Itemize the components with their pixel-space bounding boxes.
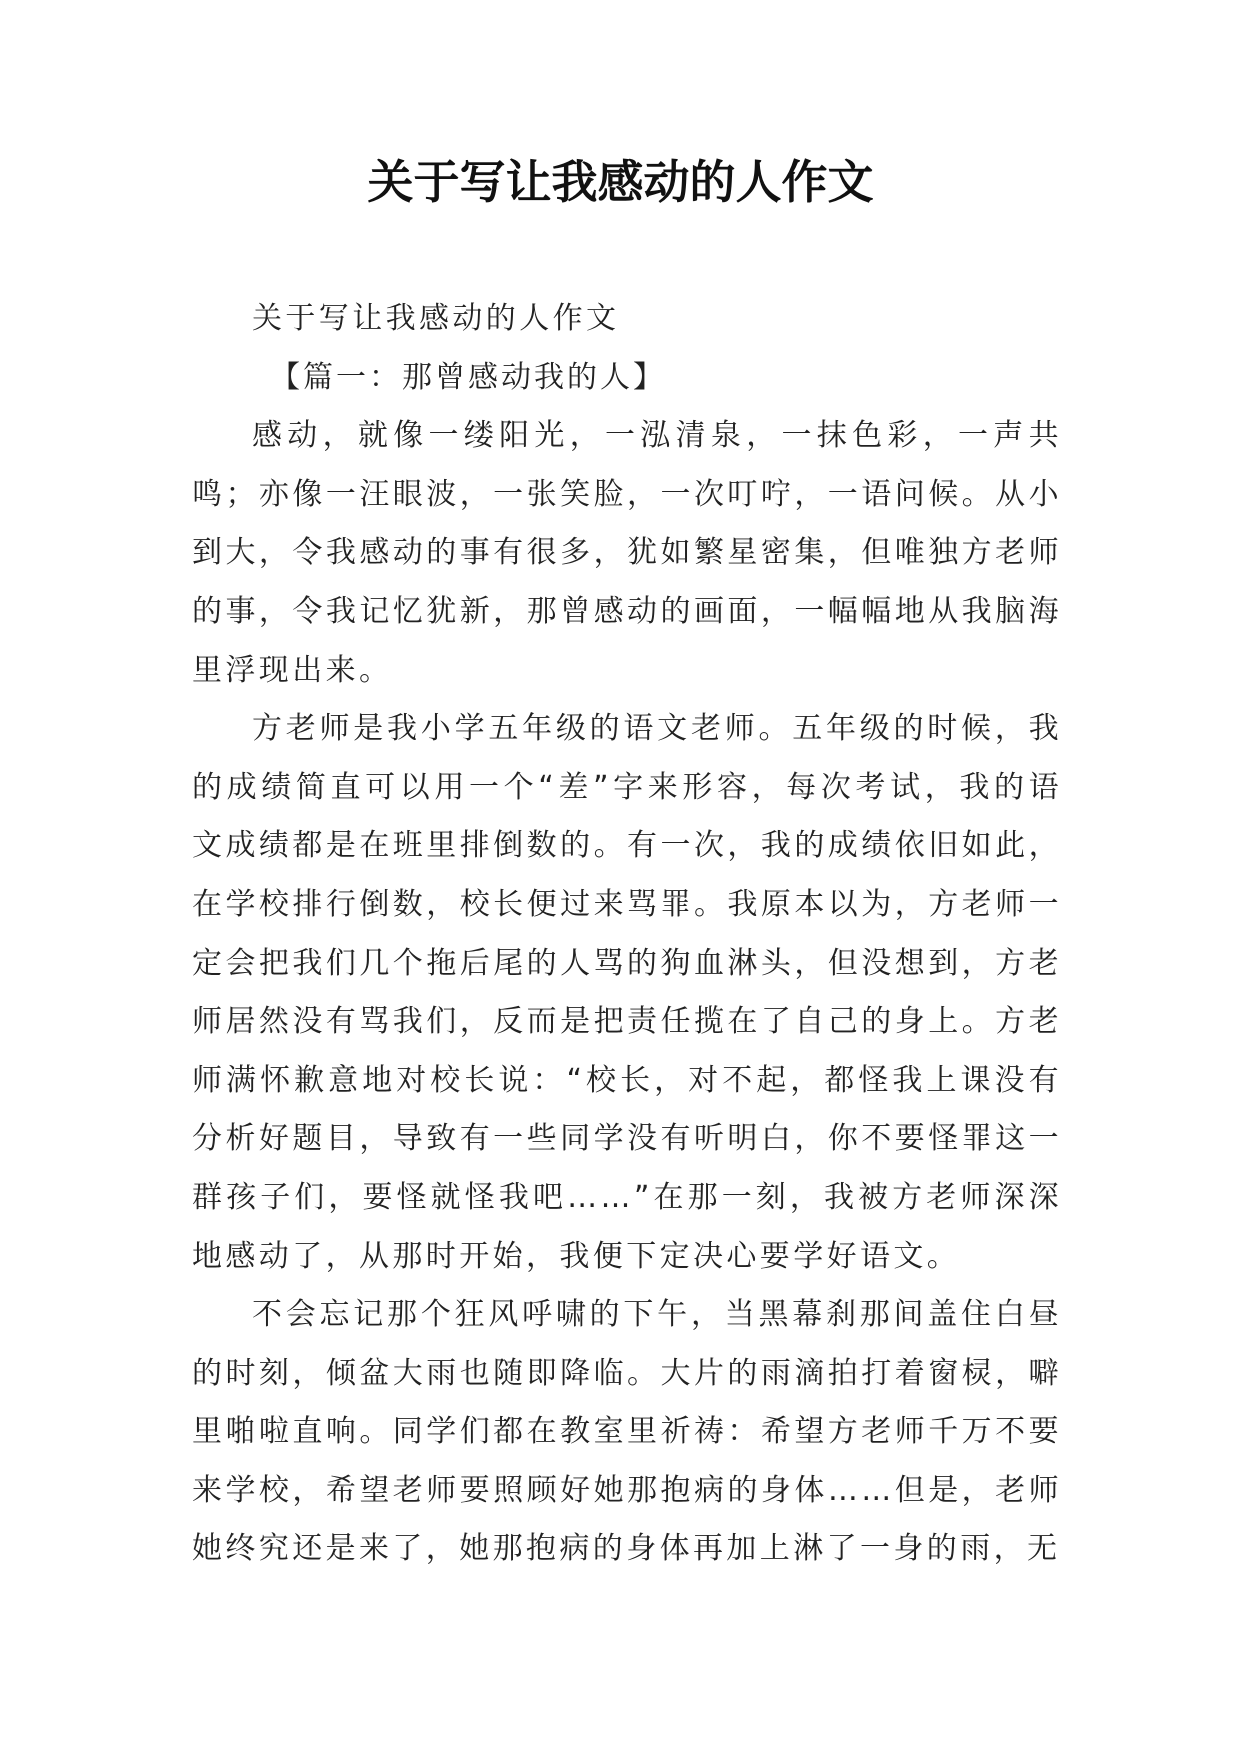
paragraph: 不会忘记那个狂风呼啸的下午，当黑幕刹那间盖住白昼的时刻，倾盆大雨也随即降临。大片的雨滴拍打着窗棂，噼里啪啦直响。同学们都在教室里祈祷：希望方老师千万不要来学校，希望老师要照顾好她那抱病的身体……但是，老师她终究还是来了，她那抱病的身体再加上淋了一身的雨，无 (192, 1297, 1062, 1567)
document-subtitle: 关于写让我感动的人作文 (252, 301, 620, 336)
paragraph: 方老师是我小学五年级的语文老师。五年级的时候，我的成绩简直可以用一个“差”字来形容，每次考试，我的语文成绩都是在班里排倒数的。有一次，我的成绩依旧如此，在学校排行倒数，校长便过来骂罪。我原本以为，方老师一定会把我们几个拖后尾的人骂的狗血淋头，但没想到，方老师居然没有骂我们，反而是把责任揽在了自己的身上。方老师满怀歉意地对校长说：“校长，对不起，都怪我上课没有分析好题目，导致有一些同学没有听明白，你不要怪罪这一群孩子们，要怪就怪我吧……”在那一刻，我被方老师深深地感动了，从那时开始，我便下定决心要学好语文。 (192, 711, 1062, 1274)
paragraph: 感动，就像一缕阳光，一泓清泉，一抹色彩，一声共鸣；亦像一汪眼波，一张笑脸，一次叮咛，一语问候。从小到大，令我感动的事有很多，犹如繁星密集，但唯独方老师的事，令我记忆犹新，那曾感动的画面，一幅幅地从我脑海里浮现出来。 (192, 418, 1062, 688)
document-title: 关于写让我感动的人作文 (367, 155, 874, 209)
document-body (192, 290, 1062, 1579)
section-heading: 【篇一：那曾感动我的人】 (270, 359, 666, 395)
